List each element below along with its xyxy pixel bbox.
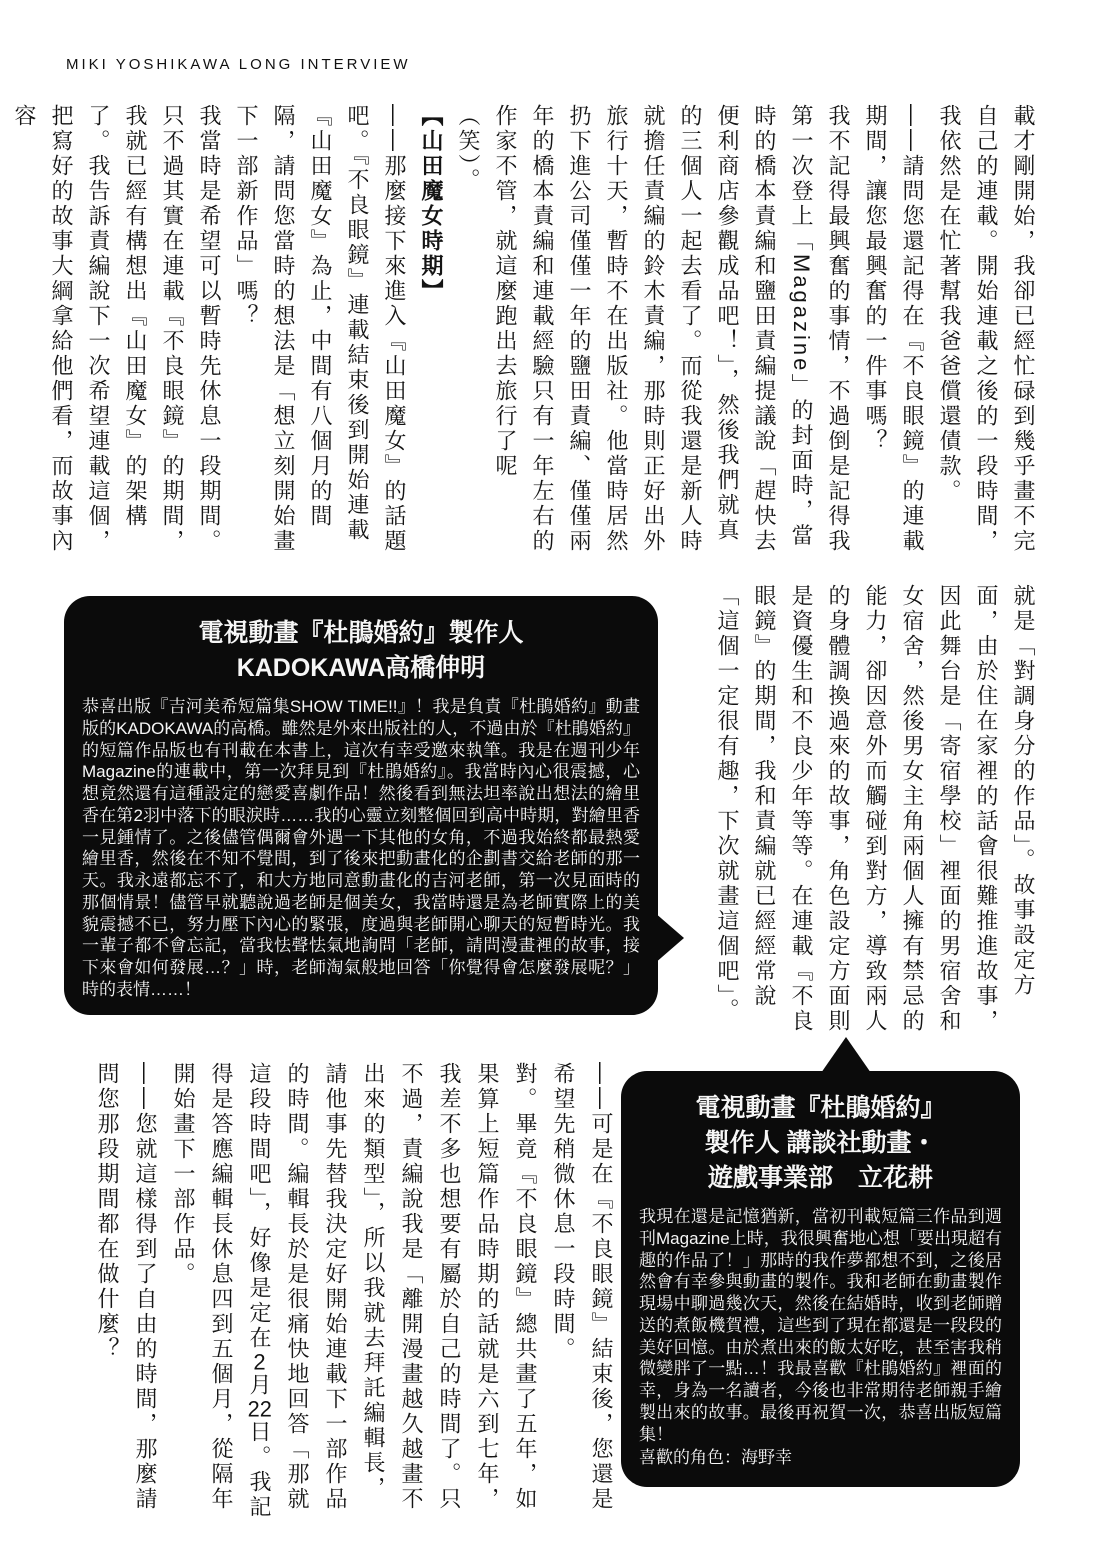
comment-box-body: 恭喜出版『吉河美希短篇集SHOW TIME!!』！我是負責『杜鵑婚約』動畫版的KADOKAWA的高橋。雖然是外來出版社的人，不過由於『杜鵑婚約』的短篇作品版也有刊載在本書上，這次有幸受邀來執筆。我是在週刊少年Magazine的連載中，第一次拜見到『杜鵑婚約』。我當時內心很震撼，心想竟然還有這種設定的戀愛喜劇作品！然後看到無法坦率說出想法的繪里香在第2羽中落下的眼淚時……我的心靈立刻整個回到高中時期，對繪里香一見鍾情了。之後儘管偶爾會外遇一下其他的女角，不過我始終都最熱愛繪里香，然後在不知不覺間，到了後來把動畫化的企劃書交給老師的那一天。我永遠都忘不了，和大方地同意動畫化的吉河老師，第一次見面時的那個情景！儘管早就聽說過老師是個美女，我當時還是為老師實際上的美貌震撼不已，努力壓下內心的緊張，度過與老師開心聊天的短暫時光。我一輩子都不會忘記，當我怯聲怯氣地詢問「老師，請問漫畫裡的故事，接下來會如何發展…？」時，老師淘氣般地回答「你覺得會怎麼發展呢？」時的表情……！ bbox=[82, 697, 640, 999]
interview-text-block-middle bbox=[709, 584, 1042, 1042]
answer-paragraph: 我不記得最興奮的事情，不過倒是記得我第一次登上「Magazine」的封面時，當時的橋本責編和鹽田責編提議說「趕快去便利商店參觀成品吧！」，然後我們就真的三個人一起去看了。而從我還是新人時就擔任責編的鈴木責編，那時則正好出外旅行十天，暫時不在出版社。他當時居然扔下進公司僅僅一年的鹽田責編、僅僅兩年的橋本責編和連載經驗只有一年左右的作家不管，就這麼跑出去旅行了呢（笑）。 bbox=[456, 104, 851, 554]
producer-comment-box-kadokawa bbox=[64, 596, 658, 1015]
comment-box-title-line: 製作人 講談社動畫・ bbox=[704, 1129, 937, 1157]
speech-bubble-tail-up-icon bbox=[821, 1037, 871, 1073]
comment-box-title-line: 電視動畫『杜鵑婚約』 bbox=[695, 1094, 946, 1122]
answer-paragraph: 載才剛開始，我卻已經忙碌到幾乎畫不完自己的連載。開始連載之後的一段時間，我依然是在忙著幫我爸爸償還債款。 bbox=[937, 104, 1036, 554]
producer-comment-box-kodansha bbox=[621, 1071, 1020, 1487]
comment-box-title-line: 電視動畫『杜鵑婚約』製作人 bbox=[198, 619, 524, 647]
page-header-title: MIKI YOSHIKAWA LONG INTERVIEW bbox=[66, 56, 411, 73]
comment-box-body: 我現在還是記憶猶新，當初刊載短篇三作品到週刊Magazine上時，我很興奮地心想「要出現超有趣的作品了！」那時的我作夢都想不到，之後居然會有幸參與動畫的製作。我和老師在動畫製作現場中聊過幾次天，然後在結婚時，收到老師贈送的煮飯機賀禮，這些到了現在都還是一段段的美好回憶。由於煮出來的飯太好吃，甚至害我稍微變胖了一點…！我最喜歡『杜鵑婚約』裡面的幸，身為一名讀者，今後也非常期待老師親手繪製出來的故事。最後再祝賀一次，恭喜出版短篇集！ bbox=[639, 1207, 1002, 1444]
question-paragraph: ——那麼接下來進入『山田魔女』的話題吧。『不良眼鏡』連載結束後到開始連載『山田魔女』為止，中間有八個月的間隔，請問您當時的想法是「想立刻開始畫下一部新作品」嗎？ bbox=[234, 104, 407, 554]
section-header: 【山田魔女時期】 bbox=[419, 104, 444, 304]
comment-box-title bbox=[82, 616, 640, 686]
interview-text-block-top bbox=[6, 104, 1042, 559]
answer-paragraph: 對。畢竟『不良眼鏡』總共畫了五年，如果算上短篇作品時期的話就是六到七年，我差不多也想要有屬於自己的時間了。只不過，責編說我是「離開漫畫越久越畫不出來的類型」，所以我就去拜託編輯長，請他事先替我決定好開始連載下一部作品的時間。編輯長於是很痛快地回答「那就這段時間吧」，好像是定在2月22日。我記得是答應編輯長休息四到五個月，從隔年開始畫下一部作品。 bbox=[171, 1062, 538, 1520]
speech-bubble-tail-right-icon bbox=[654, 912, 684, 964]
comment-box-title bbox=[639, 1091, 1002, 1196]
answer-paragraph: 我當時是希望可以暫時先休息一段期間。只不過其實在連載『不良眼鏡』的期間，我就已經有構想出『山田魔女』的架構了。我告訴責編說下一次希望連載這個，把寫好的故事大綱拿給他們看，而故事內容 bbox=[12, 104, 222, 554]
interview-text-block-bottom bbox=[88, 1062, 620, 1522]
question-paragraph: ——可是在『不良眼鏡』結束後，您還是希望先稍微休息一段時間。 bbox=[551, 1062, 614, 1512]
comment-box-title-line: 遊戲事業部 立花耕 bbox=[707, 1164, 933, 1192]
question-paragraph: ——請問您還記得在『不良眼鏡』的連載期間，讓您最興奮的一件事嗎？ bbox=[863, 104, 925, 554]
question-paragraph: ——您就這樣得到了自由的時間，那麼請問您那段期間都在做什麼？ bbox=[95, 1062, 158, 1512]
comment-box-title-line: KADOKAWA高橋伸明 bbox=[236, 654, 486, 682]
favorite-character-line: 喜歡的角色：海野幸 bbox=[639, 1448, 792, 1468]
answer-paragraph: 就是「對調身分的作品」。故事設定方面，由於住在家裡的話會很難推進故事，因此舞台是「寄宿學校」裡面的男宿舍和女宿舍，然後男女主角兩個人擁有禁忌的能力，卻因意外而觸碰到對方，導致兩人的身體調換過來的故事，角色設定方面則是資優生和不良少年等等。在連載『不良眼鏡』的期間，我和責編就已經經常說「這個一定很有趣，下次就畫這個吧」。 bbox=[715, 584, 1036, 1034]
